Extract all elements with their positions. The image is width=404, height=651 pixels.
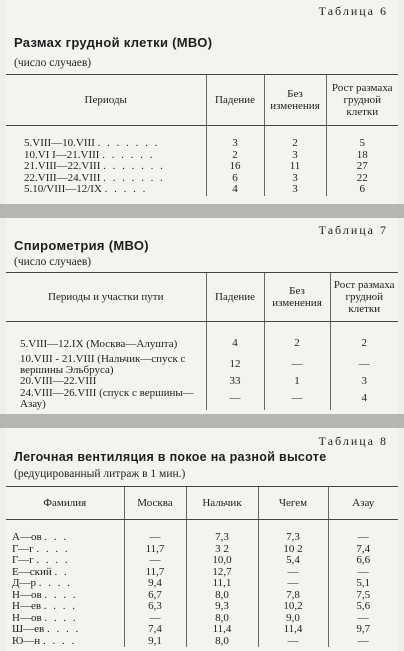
value-cell: 3 2: [186, 544, 258, 556]
value-cell: 8,0: [186, 636, 258, 648]
period-cell: 10.VIII - 21.VIII (Нальчик—спуск с вершины Эльбруса): [20, 353, 186, 376]
table-header-row: [6, 273, 398, 322]
col-header-no-change: Без изменения: [264, 273, 330, 322]
value-cell: 3: [264, 173, 326, 185]
table-header-row: [6, 487, 398, 520]
table-6-number: Таблица 6: [318, 4, 388, 18]
value-cell: 9,1: [124, 636, 186, 648]
value-cell: 6,7: [124, 590, 186, 602]
value-cell: —: [328, 636, 398, 648]
table-7-panel: [6, 218, 398, 414]
table-7-number: Таблица 7: [318, 223, 388, 237]
table-7-title: Спирометрия (МВО): [14, 238, 149, 253]
value-cell: 9,7: [328, 624, 398, 636]
table-8: [6, 486, 398, 647]
value-cell: —: [124, 532, 186, 544]
surname-cell: Е—ский . .: [12, 565, 69, 578]
value-cell: 10,2: [258, 601, 328, 613]
value-cell: 10 2: [258, 544, 328, 556]
table-8-title: Легочная вентиляция в покое на разной высоте: [14, 450, 327, 464]
value-cell: —: [258, 578, 328, 590]
value-cell: —: [330, 354, 398, 376]
col-header-growth: Рост размаха грудной клетки: [326, 75, 398, 126]
col-header-no-change: Без изменения: [264, 75, 326, 126]
col-header-periods-routes: Периоды и участки пути: [6, 273, 206, 322]
value-cell: 6: [206, 173, 264, 185]
value-cell: —: [258, 636, 328, 648]
value-cell: 7,8: [258, 590, 328, 602]
value-cell: 4: [330, 388, 398, 410]
table-6-title: Размах грудной клетки (МВО): [14, 35, 213, 50]
value-cell: —: [264, 354, 330, 376]
col-header-chegem: Чегем: [258, 487, 328, 520]
table-8-panel: [6, 428, 398, 651]
table-row: [6, 636, 398, 648]
value-cell: 4: [206, 184, 264, 196]
value-cell: 2: [264, 138, 326, 150]
table-row: [6, 388, 398, 410]
value-cell: —: [206, 388, 264, 410]
value-cell: —: [328, 567, 398, 579]
value-cell: 11,4: [186, 624, 258, 636]
value-cell: 11,7: [124, 567, 186, 579]
value-cell: 7,3: [258, 532, 328, 544]
col-header-moscow: Москва: [124, 487, 186, 520]
value-cell: 12: [206, 354, 264, 376]
table-6-panel: [6, 0, 398, 204]
value-cell: —: [328, 532, 398, 544]
period-cell: 10.VI I—21.VIII . . . . . .: [24, 148, 155, 161]
page-separator: [0, 204, 404, 218]
surname-cell: Г—г . . . .: [12, 554, 70, 566]
value-cell: 2: [264, 334, 330, 354]
col-header-azau: Азау: [328, 487, 398, 520]
period-cell: 20.VIII—22.VIII: [20, 375, 97, 388]
value-cell: 4: [206, 334, 264, 354]
value-cell: 6,3: [124, 601, 186, 613]
table-row: [6, 184, 398, 196]
value-cell: 11,1: [186, 578, 258, 590]
surname-cell: Н—ов . . . .: [12, 611, 78, 624]
value-cell: 9,4: [124, 578, 186, 590]
table-row: [6, 354, 398, 376]
col-header-periods: Периоды: [6, 75, 206, 126]
value-cell: —: [264, 388, 330, 410]
col-header-nalchik: Нальчик: [186, 487, 258, 520]
table-header-row: [6, 75, 398, 126]
table-8-subtitle: (редуцированный литраж в 1 мин.): [14, 468, 186, 480]
col-header-decrease: Падение: [206, 75, 264, 126]
period-cell: 5.VIII—10.VIII . . . . . . .: [24, 137, 160, 149]
surname-cell: Г—г . . . .: [12, 542, 70, 555]
surname-cell: А—ов . . .: [12, 531, 69, 543]
surname-cell: Д—р . . . .: [12, 577, 73, 589]
table-7: [6, 272, 398, 410]
value-cell: 1: [264, 376, 330, 388]
table-7-subtitle: (число случаев): [14, 256, 92, 268]
period-cell: 21.VIII—22.VIII . . . . . . .: [24, 160, 165, 172]
surname-cell: Ю—н . . . .: [12, 634, 77, 647]
value-cell: 27: [326, 161, 398, 173]
value-cell: 7,4: [124, 624, 186, 636]
value-cell: —: [124, 555, 186, 567]
col-header-growth: Рост размаха грудной клетки: [330, 273, 398, 322]
value-cell: 2: [206, 150, 264, 162]
value-cell: 8,0: [186, 590, 258, 602]
period-cell: 22.VIII—24.VIII . . . . . . .: [24, 171, 165, 184]
value-cell: 8,0: [186, 613, 258, 625]
value-cell: 33: [206, 376, 264, 388]
period-cell: 24.VIII—26.VIII (спуск с вершины—Азау): [20, 386, 194, 410]
surname-cell: Н—ев . . . .: [12, 600, 78, 612]
table-6-subtitle: (число случаев): [14, 57, 92, 69]
value-cell: —: [328, 613, 398, 625]
value-cell: 6: [326, 184, 398, 196]
page-separator: [0, 414, 404, 428]
value-cell: 7,4: [328, 544, 398, 556]
value-cell: 18: [326, 150, 398, 162]
value-cell: 9,3: [186, 601, 258, 613]
col-header-surname: Фамилия: [6, 487, 124, 520]
value-cell: 5,4: [258, 555, 328, 567]
value-cell: 3: [264, 150, 326, 162]
table-8-number: Таблица 8: [318, 434, 388, 448]
value-cell: 5,1: [328, 578, 398, 590]
period-cell: 5.10/VIII—12/IX . . . . .: [24, 183, 148, 195]
value-cell: —: [124, 613, 186, 625]
table-row: [6, 376, 398, 388]
period-cell: 5.VIII—12.IX (Москва—Алушта): [20, 337, 178, 350]
value-cell: 10,0: [186, 555, 258, 567]
value-cell: 5,6: [328, 601, 398, 613]
value-cell: 7,5: [328, 590, 398, 602]
value-cell: 3: [206, 138, 264, 150]
value-cell: 11,7: [124, 544, 186, 556]
value-cell: 22: [326, 173, 398, 185]
table-row: [6, 334, 398, 354]
table-6: [6, 74, 398, 196]
value-cell: 16: [206, 161, 264, 173]
value-cell: 9,0: [258, 613, 328, 625]
value-cell: 3: [264, 184, 326, 196]
value-cell: 11: [264, 161, 326, 173]
value-cell: 6,6: [328, 555, 398, 567]
value-cell: 2: [330, 334, 398, 354]
value-cell: 7,3: [186, 532, 258, 544]
value-cell: 11,4: [258, 624, 328, 636]
value-cell: —: [258, 567, 328, 579]
value-cell: 3: [330, 376, 398, 388]
value-cell: 12,7: [186, 567, 258, 579]
surname-cell: Н—ов . . . .: [12, 588, 78, 601]
value-cell: 5: [326, 138, 398, 150]
col-header-decrease: Падение: [206, 273, 264, 322]
surname-cell: Ш—ев . . . .: [12, 623, 81, 635]
